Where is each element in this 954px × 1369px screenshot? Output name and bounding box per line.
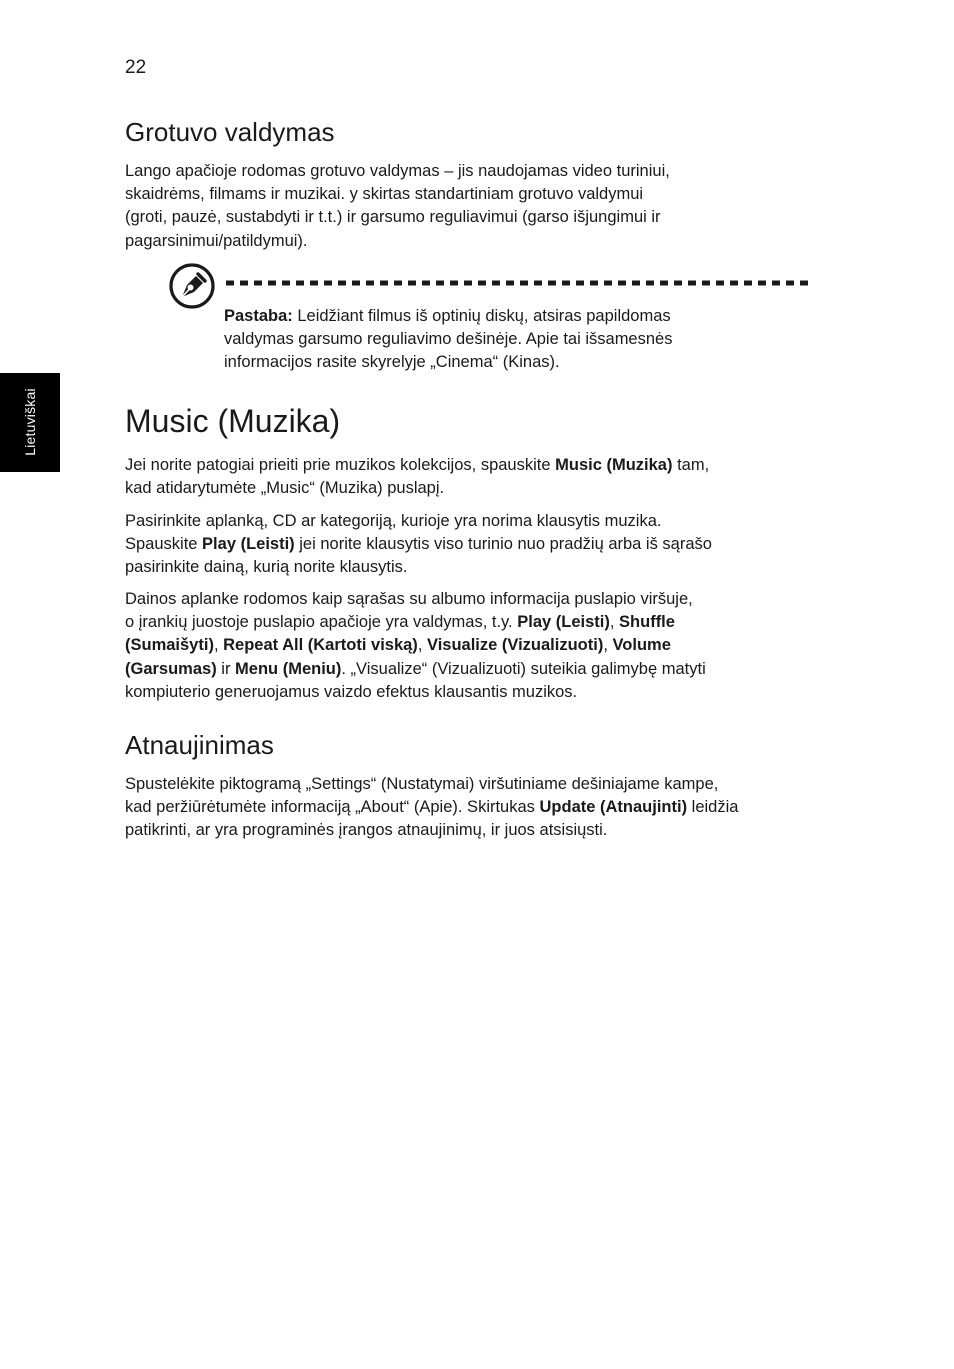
bold-run: Menu (Meniu): [235, 659, 342, 678]
text-run: o įrankių juostoje puslapio apačioje yra valdymas, t.y.: [125, 613, 518, 632]
bold-run: Visualize (Vizualizuoti): [426, 636, 604, 655]
text-run: valdymas garsumo reguliavimo dešinėje. Apie tai išsamesnės: [224, 330, 673, 349]
text-run: Spustelėkite piktogramą „Settings“ (Nustatymai) viršutiniame dešiniajame kampe,: [125, 775, 719, 793]
text-run: Spauskite: [125, 535, 203, 554]
bold-run: (Sumaišyti): [125, 636, 214, 655]
heading-update: Atnaujinimas: [125, 730, 274, 760]
text-run: informacijos rasite skyrelyje „Cinema“ (Kinas).: [224, 353, 560, 372]
language-side-tab-label: Lietuviškai: [22, 388, 38, 456]
bold-run: Music (Muzika): [555, 456, 673, 474]
note-label: Pastaba:: [224, 307, 293, 325]
paragraph-music-2: [125, 510, 712, 580]
bold-run: (Garsumas): [125, 659, 217, 678]
text-run: kompiuterio generuojamus vaizdo efektus klausantis muzikos.: [125, 682, 578, 701]
text-line: (groti, pauzė, sustabdyti ir t.t.) ir garsumo reguliavimui (garso išjungimui ir: [125, 208, 661, 227]
paragraph-update: [125, 773, 738, 843]
paragraph-player-controls: [125, 160, 670, 253]
page-number: 22: [125, 57, 147, 78]
text-line: skaidrėms, filmams ir muzikai. y skirtas standartiniam grotuvo valdymui: [125, 185, 644, 204]
text-run: pasirinkite dainą, kurią norite klausytis.: [125, 558, 408, 577]
text-run: ,: [609, 613, 620, 632]
text-run: Jei norite patogiai prieiti prie muzikos kolekcijos, spauskite: [125, 456, 556, 474]
text-run: kad peržiūrėtumėte informaciją „About“ (Apie). Skirtukas: [125, 798, 540, 817]
bold-run: Shuffle: [619, 613, 675, 632]
text-run: kad atidarytumėte „Music“ (Muzika) puslapį.: [125, 479, 445, 498]
text-line: Lango apačioje rodomas grotuvo valdymas – jis naudojamas video turiniui,: [125, 162, 670, 180]
bold-run: Repeat All (Kartoti viską): [223, 636, 418, 655]
text-run: tam,: [672, 456, 710, 474]
bold-run: Play (Leisti): [517, 613, 610, 632]
text-run: jei norite klausytis viso turinio nuo pradžių arba iš sąrašo: [294, 535, 712, 554]
text-run: Leidžiant filmus iš optinių diskų, atsiras papildomas: [292, 307, 671, 325]
bold-run: Play (Leisti): [202, 535, 295, 554]
language-side-tab: [0, 373, 60, 472]
note-text: [224, 305, 784, 375]
text-run: Pasirinkite aplanką, CD ar kategoriją, kurioje yra norima klausytis muzika.: [125, 512, 662, 530]
bold-run: Volume: [612, 636, 671, 655]
text-run: Dainos aplanke rodomos kaip sąrašas su albumo informacija puslapio viršuje,: [125, 590, 693, 608]
text-run: . „Visualize“ (Vizualizuoti) suteikia galimybę matyti: [341, 659, 706, 678]
text-run: ir: [216, 659, 236, 678]
text-line: pagarsinimui/patildymui).: [125, 231, 308, 250]
bold-run: Update (Atnaujinti): [539, 798, 688, 817]
paragraph-music-1: [125, 454, 709, 500]
text-run: leidžia: [687, 798, 739, 817]
pen-nib-icon: [168, 262, 216, 310]
paragraph-music-3: [125, 588, 706, 704]
heading-player-controls: Grotuvo valdymas: [125, 117, 335, 147]
note-divider: [226, 280, 810, 286]
text-run: ,: [603, 636, 613, 655]
text-run: ,: [417, 636, 427, 655]
text-run: patikrinti, ar yra programinės įrangos atnaujinimų, ir juos atsisiųsti.: [125, 821, 608, 840]
text-run: ,: [213, 636, 224, 655]
heading-music: Music (Muzika): [125, 403, 341, 439]
